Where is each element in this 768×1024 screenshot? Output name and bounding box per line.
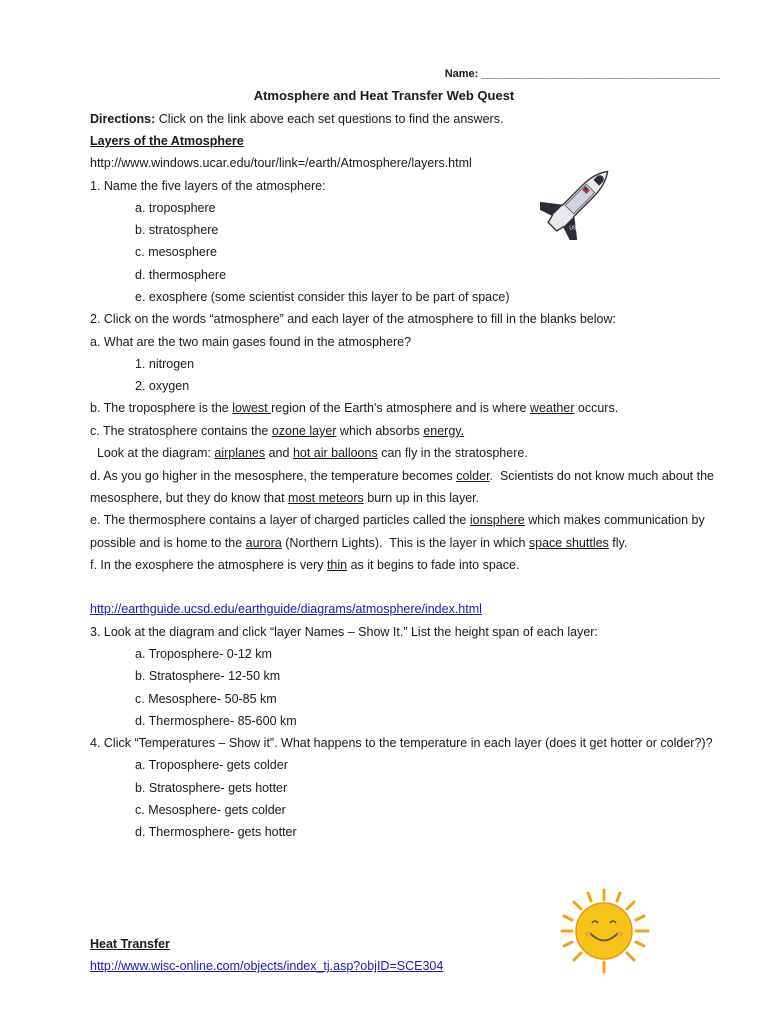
answer-3c: c. Mesosphere- 50-85 km xyxy=(135,692,277,706)
answer-4a: a. Troposphere- gets colder xyxy=(135,758,288,772)
text-run: which makes communication by xyxy=(524,513,705,527)
name-field xyxy=(445,66,720,82)
text-run: e. The thermosphere contains a layer of charged particles called the xyxy=(90,513,470,527)
text-run: (Northern Lights). This is the layer in which xyxy=(281,536,529,550)
statement-2e-line1 xyxy=(90,512,705,528)
question-2: 2. Click on the words “atmosphere” and each layer of the atmosphere to fill in the blanks below: xyxy=(90,312,616,326)
answer-4d: d. Thermosphere- gets hotter xyxy=(135,825,297,839)
directions xyxy=(90,111,503,127)
statement-2c xyxy=(90,423,464,439)
text-run: which absorbs xyxy=(336,424,424,438)
answer-airplanes: airplanes xyxy=(214,446,266,460)
answer-colder: colder xyxy=(456,469,490,483)
statement-2e-line2 xyxy=(90,535,627,551)
question-1: 1. Name the five layers of the atmosphere: xyxy=(90,179,326,193)
text-run: possible and is home to the xyxy=(90,536,246,550)
text-run: Look at the diagram: xyxy=(90,446,215,460)
statement-2c-diagram xyxy=(90,445,528,461)
answer-ionsphere: ionsphere xyxy=(469,513,525,527)
section-heading-layers: Layers of the Atmosphere xyxy=(90,134,244,148)
text-run: burn up in this layer. xyxy=(363,491,480,505)
text-run: mesosphere, but they do know that xyxy=(90,491,289,505)
answer-ozone-layer: ozone layer xyxy=(271,424,337,438)
text-run: can fly in the stratosphere. xyxy=(377,446,528,460)
answer-hot-air-balloons: hot air balloons xyxy=(292,446,378,460)
answer-1d: d. thermosphere xyxy=(135,268,227,282)
section-heading-heat-transfer: Heat Transfer xyxy=(90,937,170,951)
text-run: occurs. xyxy=(574,401,619,415)
link-earthguide[interactable]: http://earthguide.ucsd.edu/earthguide/diagrams/atmosphere/index.html xyxy=(90,602,482,616)
answer-4b: b. Stratosphere- gets hotter xyxy=(135,781,288,795)
text-run: . Scientists do not know much about the xyxy=(489,469,714,483)
name-label: Name: xyxy=(444,68,479,80)
text-run: d. As you go higher in the mesosphere, the temperature becomes xyxy=(90,469,457,483)
text-run: fly. xyxy=(608,536,628,550)
text-run: f. In the exosphere the atmosphere is very xyxy=(90,558,327,572)
smiling-sun-icon xyxy=(554,888,654,974)
space-shuttle-icon xyxy=(540,158,620,240)
answer-energy: energy. xyxy=(423,424,465,438)
directions-label: Directions: xyxy=(90,112,156,126)
answer-2a-1: 1. nitrogen xyxy=(135,357,195,371)
text-run: and xyxy=(265,446,293,460)
statement-2f xyxy=(90,557,519,573)
name-blank: _______________________________________ xyxy=(481,68,720,80)
answer-2a-2: 2. oxygen xyxy=(135,379,190,393)
answer-aurora: aurora xyxy=(245,536,282,550)
answer-weather: weather xyxy=(529,401,575,415)
answer-thin: thin xyxy=(326,558,348,572)
statement-2b xyxy=(90,400,618,416)
text-run: b. The troposphere is the xyxy=(90,401,233,415)
question-2a: a. What are the two main gases found in the atmosphere? xyxy=(90,335,412,349)
text-run: c. The stratosphere contains the xyxy=(90,424,272,438)
answer-1c: c. mesosphere xyxy=(135,245,217,259)
answer-most-meteors: most meteors xyxy=(288,491,364,505)
shuttle-label: USA xyxy=(569,225,580,232)
answer-3d: d. Thermosphere- 85-600 km xyxy=(135,714,297,728)
text-run: region of the Earth's atmosphere and is where xyxy=(271,401,530,415)
directions-text: Click on the link above each set questions to find the answers. xyxy=(155,112,504,126)
answer-1b: b. stratosphere xyxy=(135,223,219,237)
answer-3b: b. Stratosphere- 12-50 km xyxy=(135,669,281,683)
page-title: Atmosphere and Heat Transfer Web Quest xyxy=(253,88,515,103)
answer-space-shuttles: space shuttles xyxy=(528,536,609,550)
text-run: as it begins to fade into space. xyxy=(347,558,520,572)
question-4: 4. Click “Temperatures – Show it”. What happens to the temperature in each layer (does it get hotter or colder?)? xyxy=(90,736,713,750)
answer-1a: a. troposphere xyxy=(135,201,216,215)
answer-3a: a. Troposphere- 0-12 km xyxy=(135,647,272,661)
answer-1e: e. exosphere (some scientist consider this layer to be part of space) xyxy=(135,290,510,304)
link-layers[interactable]: http://www.windows.ucar.edu/tour/link=/earth/Atmosphere/layers.html xyxy=(90,156,472,170)
answer-lowest: lowest xyxy=(232,401,272,415)
statement-2d-line2 xyxy=(90,490,479,506)
answer-4c: c. Mesosphere- gets colder xyxy=(135,803,286,817)
link-wisc-online[interactable]: http://www.wisc-online.com/objects/index_tj.asp?objID=SCE304 xyxy=(90,959,444,973)
statement-2d-line1 xyxy=(90,468,714,484)
question-3: 3. Look at the diagram and click “layer Names – Show It.” List the height span of each layer: xyxy=(90,625,598,639)
